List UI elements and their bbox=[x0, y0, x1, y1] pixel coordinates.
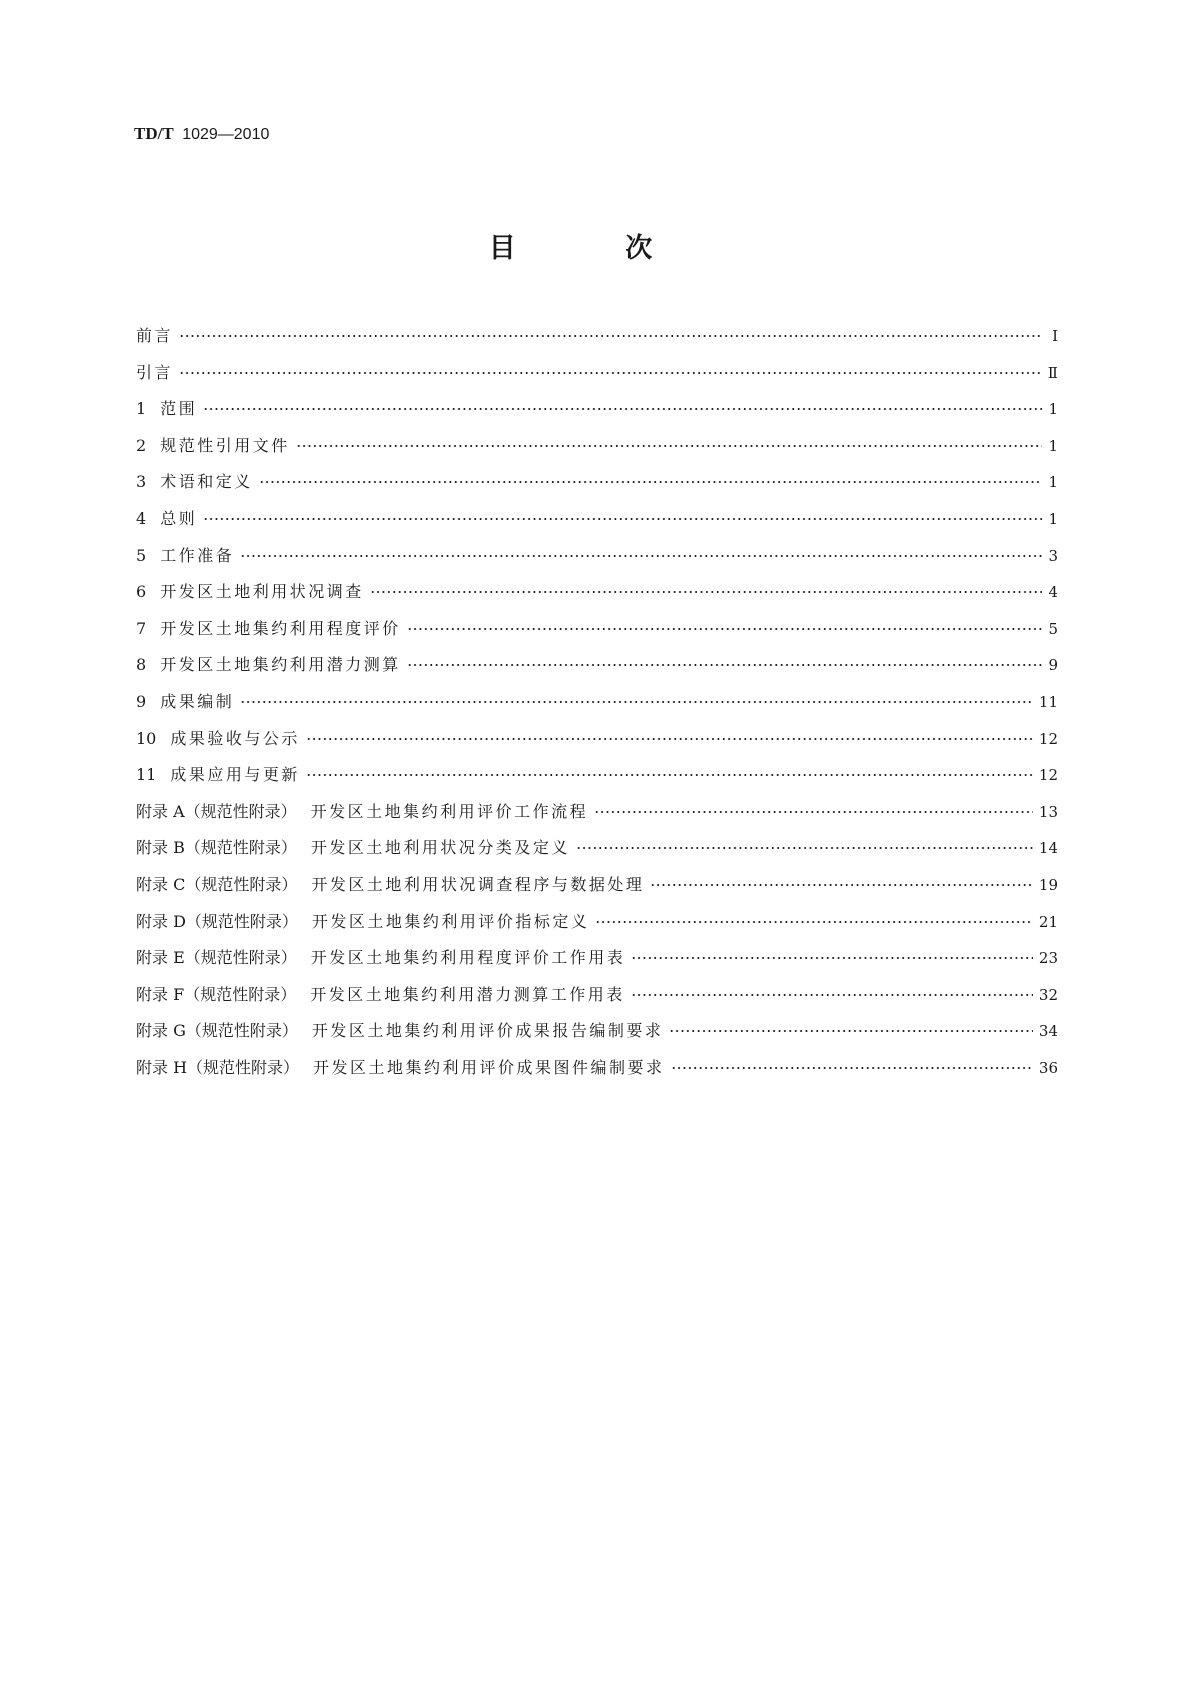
dot-leader bbox=[240, 701, 1033, 703]
toc-label: 前言 bbox=[136, 326, 174, 345]
dot-leader bbox=[631, 957, 1033, 959]
toc-label: 附录 F（规范性附录） 开发区土地集约利用潜力测算工作用表 bbox=[136, 984, 625, 1004]
toc-page-number: 21 bbox=[1038, 912, 1058, 931]
toc-label: 9 成果编制 bbox=[136, 691, 235, 711]
toc-page-number: 9 bbox=[1048, 656, 1058, 675]
dot-leader bbox=[306, 774, 1033, 776]
toc-entry[interactable] bbox=[136, 582, 1058, 619]
toc-label: 附录 E（规范性附录） 开发区土地集约利用程度评价工作用表 bbox=[136, 948, 626, 968]
toc-page-number: 11 bbox=[1038, 692, 1058, 711]
toc-page-number: 5 bbox=[1048, 619, 1058, 638]
toc-label: 附录 C（规范性附录） 开发区土地利用状况调查程序与数据处理 bbox=[136, 874, 645, 894]
toc-page-number: Ⅰ bbox=[1052, 327, 1058, 345]
dot-leader bbox=[671, 1067, 1033, 1069]
dot-leader bbox=[576, 847, 1033, 849]
dot-leader bbox=[631, 994, 1033, 996]
toc-entry[interactable] bbox=[136, 875, 1058, 912]
toc-page-number: 4 bbox=[1048, 583, 1058, 602]
toc-entry[interactable] bbox=[136, 1021, 1058, 1058]
table-of-contents bbox=[136, 326, 1058, 1094]
toc-page-number: Ⅱ bbox=[1047, 363, 1058, 382]
toc-page-number: 34 bbox=[1038, 1022, 1058, 1041]
toc-page-number: 3 bbox=[1048, 546, 1058, 565]
standard-code-number: 1029—2010 bbox=[182, 126, 270, 143]
toc-label: 附录 B（规范性附录） 开发区土地利用状况分类及定义 bbox=[136, 838, 570, 858]
toc-entry[interactable] bbox=[136, 692, 1058, 729]
toc-entry[interactable] bbox=[136, 399, 1058, 436]
dot-leader bbox=[179, 372, 1042, 374]
toc-entry[interactable] bbox=[136, 436, 1058, 473]
toc-entry[interactable] bbox=[136, 509, 1058, 546]
toc-label: 8 开发区土地集约利用潜力测算 bbox=[136, 655, 401, 675]
page-title: 目 次 bbox=[488, 233, 703, 264]
toc-page-number: 1 bbox=[1048, 473, 1058, 492]
toc-page-number: 19 bbox=[1038, 875, 1058, 894]
toc-label: 6 开发区土地利用状况调查 bbox=[136, 582, 364, 602]
dot-leader bbox=[240, 555, 1042, 557]
toc-label: 7 开发区土地集约利用程度评价 bbox=[136, 618, 401, 638]
dot-leader bbox=[306, 738, 1033, 740]
toc-page-number: 1 bbox=[1048, 436, 1058, 455]
toc-label: 10 成果验收与公示 bbox=[136, 728, 300, 748]
toc-entry[interactable] bbox=[136, 912, 1058, 949]
toc-label: 5 工作准备 bbox=[136, 545, 235, 565]
dot-leader bbox=[650, 884, 1033, 886]
toc-entry[interactable] bbox=[136, 326, 1058, 363]
toc-label: 11 成果应用与更新 bbox=[136, 765, 300, 785]
dot-leader bbox=[669, 1030, 1033, 1032]
toc-label: 3 术语和定义 bbox=[136, 472, 253, 492]
toc-entry[interactable] bbox=[136, 802, 1058, 839]
dot-leader bbox=[407, 664, 1042, 666]
toc-label: 4 总则 bbox=[136, 508, 198, 528]
toc-entry[interactable] bbox=[136, 985, 1058, 1022]
toc-entry[interactable] bbox=[136, 729, 1058, 766]
toc-page-number: 32 bbox=[1038, 985, 1058, 1004]
toc-label: 附录 A（规范性附录） 开发区土地集约利用评价工作流程 bbox=[136, 801, 589, 821]
standard-code-prefix: TD/T bbox=[134, 124, 174, 143]
toc-page-number: 13 bbox=[1038, 802, 1058, 821]
toc-label: 附录 H（规范性附录） 开发区土地集约利用评价成果图件编制要求 bbox=[136, 1057, 665, 1077]
toc-label: 引言 bbox=[136, 362, 174, 382]
dot-leader bbox=[179, 335, 1042, 337]
toc-entry[interactable] bbox=[136, 655, 1058, 692]
dot-leader bbox=[594, 811, 1033, 813]
toc-page-number: 1 bbox=[1048, 509, 1058, 528]
toc-page-number: 14 bbox=[1038, 839, 1058, 858]
toc-entry[interactable] bbox=[136, 363, 1058, 400]
dot-leader bbox=[203, 518, 1042, 520]
toc-page-number: 12 bbox=[1038, 766, 1058, 785]
dot-leader bbox=[296, 445, 1042, 447]
toc-entry[interactable] bbox=[136, 765, 1058, 802]
toc-entry[interactable] bbox=[136, 619, 1058, 656]
toc-label: 1 范围 bbox=[136, 399, 198, 419]
dot-leader bbox=[203, 408, 1042, 410]
dot-leader bbox=[259, 481, 1042, 483]
dot-leader bbox=[407, 628, 1042, 630]
toc-entry[interactable] bbox=[136, 472, 1058, 509]
toc-label: 附录 G（规范性附录） 开发区土地集约利用评价成果报告编制要求 bbox=[136, 1021, 664, 1041]
dot-leader bbox=[595, 921, 1032, 923]
toc-entry[interactable] bbox=[136, 1058, 1058, 1095]
dot-leader bbox=[370, 591, 1042, 593]
toc-page-number: 23 bbox=[1038, 949, 1058, 968]
standard-code bbox=[134, 124, 269, 144]
toc-entry[interactable] bbox=[136, 838, 1058, 875]
toc-entry[interactable] bbox=[136, 948, 1058, 985]
toc-label: 2 规范性引用文件 bbox=[136, 435, 290, 455]
toc-page-number: 12 bbox=[1038, 729, 1058, 748]
toc-page-number: 1 bbox=[1048, 400, 1058, 419]
toc-label: 附录 D（规范性附录） 开发区土地集约利用评价指标定义 bbox=[136, 911, 590, 931]
toc-page-number: 36 bbox=[1038, 1058, 1058, 1077]
toc-entry[interactable] bbox=[136, 546, 1058, 583]
